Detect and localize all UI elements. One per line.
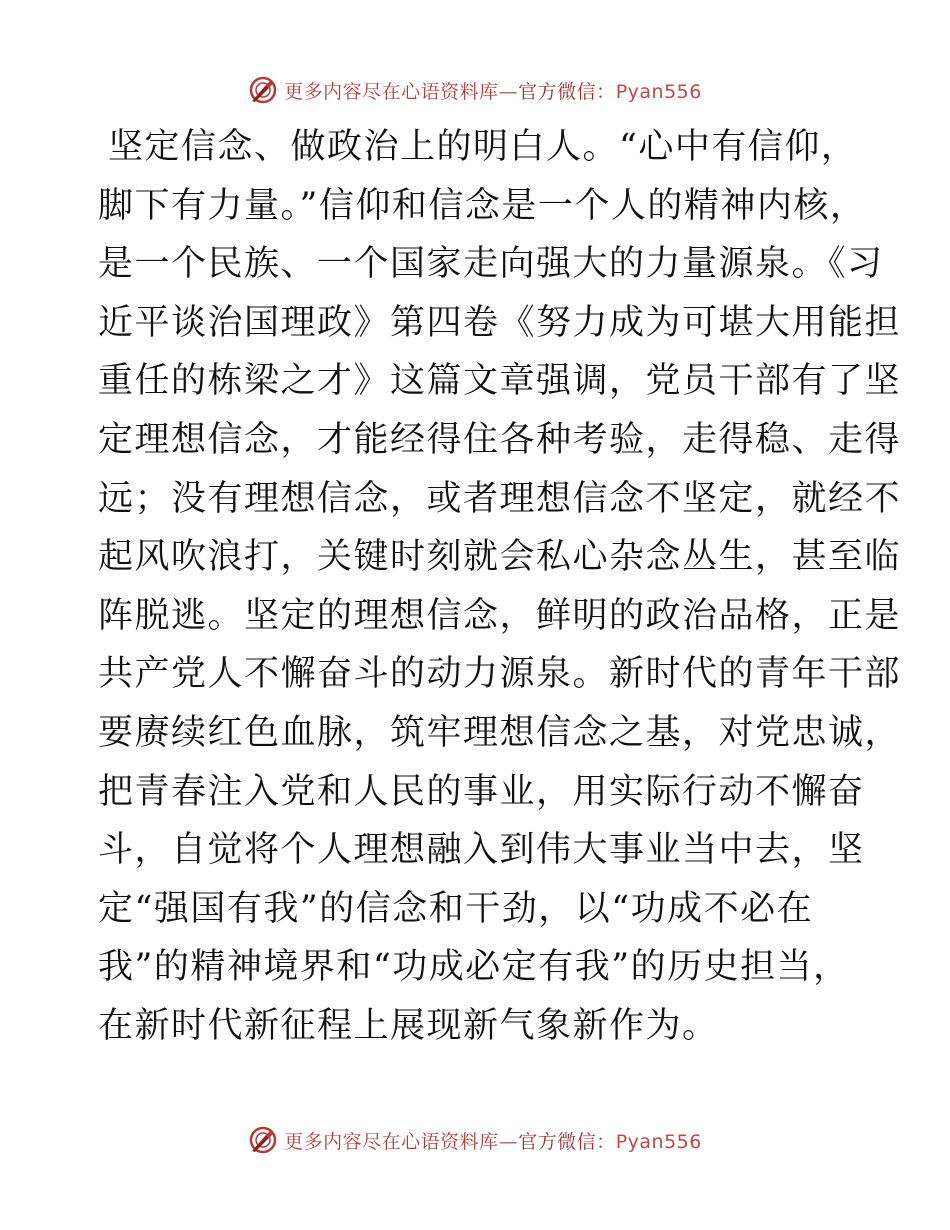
- header-label: 官方微信：: [518, 80, 616, 103]
- header-separator: —: [498, 80, 519, 103]
- body-line: 定“强国有我”的信念和干劲，以“功成不必在: [98, 888, 814, 929]
- body-line: 要赓续红色血脉，筑牢理想信念之基，对党忠诚，: [98, 712, 902, 753]
- body-line: 起风吹浪打，关键时刻就会私心杂念丛生，甚至临: [98, 537, 902, 578]
- header-wechat-id: Pyan556: [615, 80, 702, 103]
- body-line: 阵脱逃。坚定的理想信念，鲜明的政治品格，正是: [98, 595, 902, 636]
- footer-label: 官方微信：: [518, 1130, 616, 1153]
- body-line: 共产党人不懈奋斗的动力源泉。新时代的青年干部: [98, 654, 902, 695]
- pen-circle-logo-icon: [248, 1125, 278, 1155]
- footer-brand: 更多内容尽在心语资料库: [284, 1130, 499, 1153]
- header-watermark: [0, 70, 950, 110]
- body-line: 我”的精神境界和“功成必定有我”的历史担当，: [98, 947, 850, 988]
- body-line: 重任的栋梁之才》这篇文章强调，党员干部有了坚: [98, 361, 902, 402]
- footer-watermark-text: [284, 1127, 702, 1154]
- header-watermark-text: [284, 77, 702, 104]
- body-line: 坚定信念、做政治上的明白人。“心中有信仰，: [108, 127, 858, 167]
- pen-circle-logo-icon: [248, 75, 278, 105]
- header-brand: 更多内容尽在心语资料库: [284, 80, 499, 103]
- article-body: [98, 118, 902, 1056]
- body-line: 定理想信念，才能经得住各种考验，走得稳、走得: [98, 419, 902, 460]
- body-line: 是一个民族、一个国家走向强大的力量源泉。《习: [98, 244, 884, 285]
- body-line: 斗，自觉将个人理想融入到伟大事业当中去，坚: [98, 830, 865, 871]
- body-line: 近平谈治国理政》第四卷《努力成为可堪大用能担: [98, 302, 902, 343]
- body-line: 把青春注入党和人民的事业，用实际行动不懈奋: [98, 771, 865, 812]
- body-line: 脚下有力量。”信仰和信念是一个人的精神内核，: [98, 185, 867, 226]
- footer-separator: —: [498, 1130, 519, 1153]
- footer-wechat-id: Pyan556: [615, 1130, 702, 1153]
- body-line: 在新时代新征程上展现新气象新作为。: [98, 1005, 719, 1046]
- footer-watermark: [0, 1120, 950, 1160]
- body-line: 远；没有理想信念，或者理想信念不坚定，就经不: [98, 478, 902, 519]
